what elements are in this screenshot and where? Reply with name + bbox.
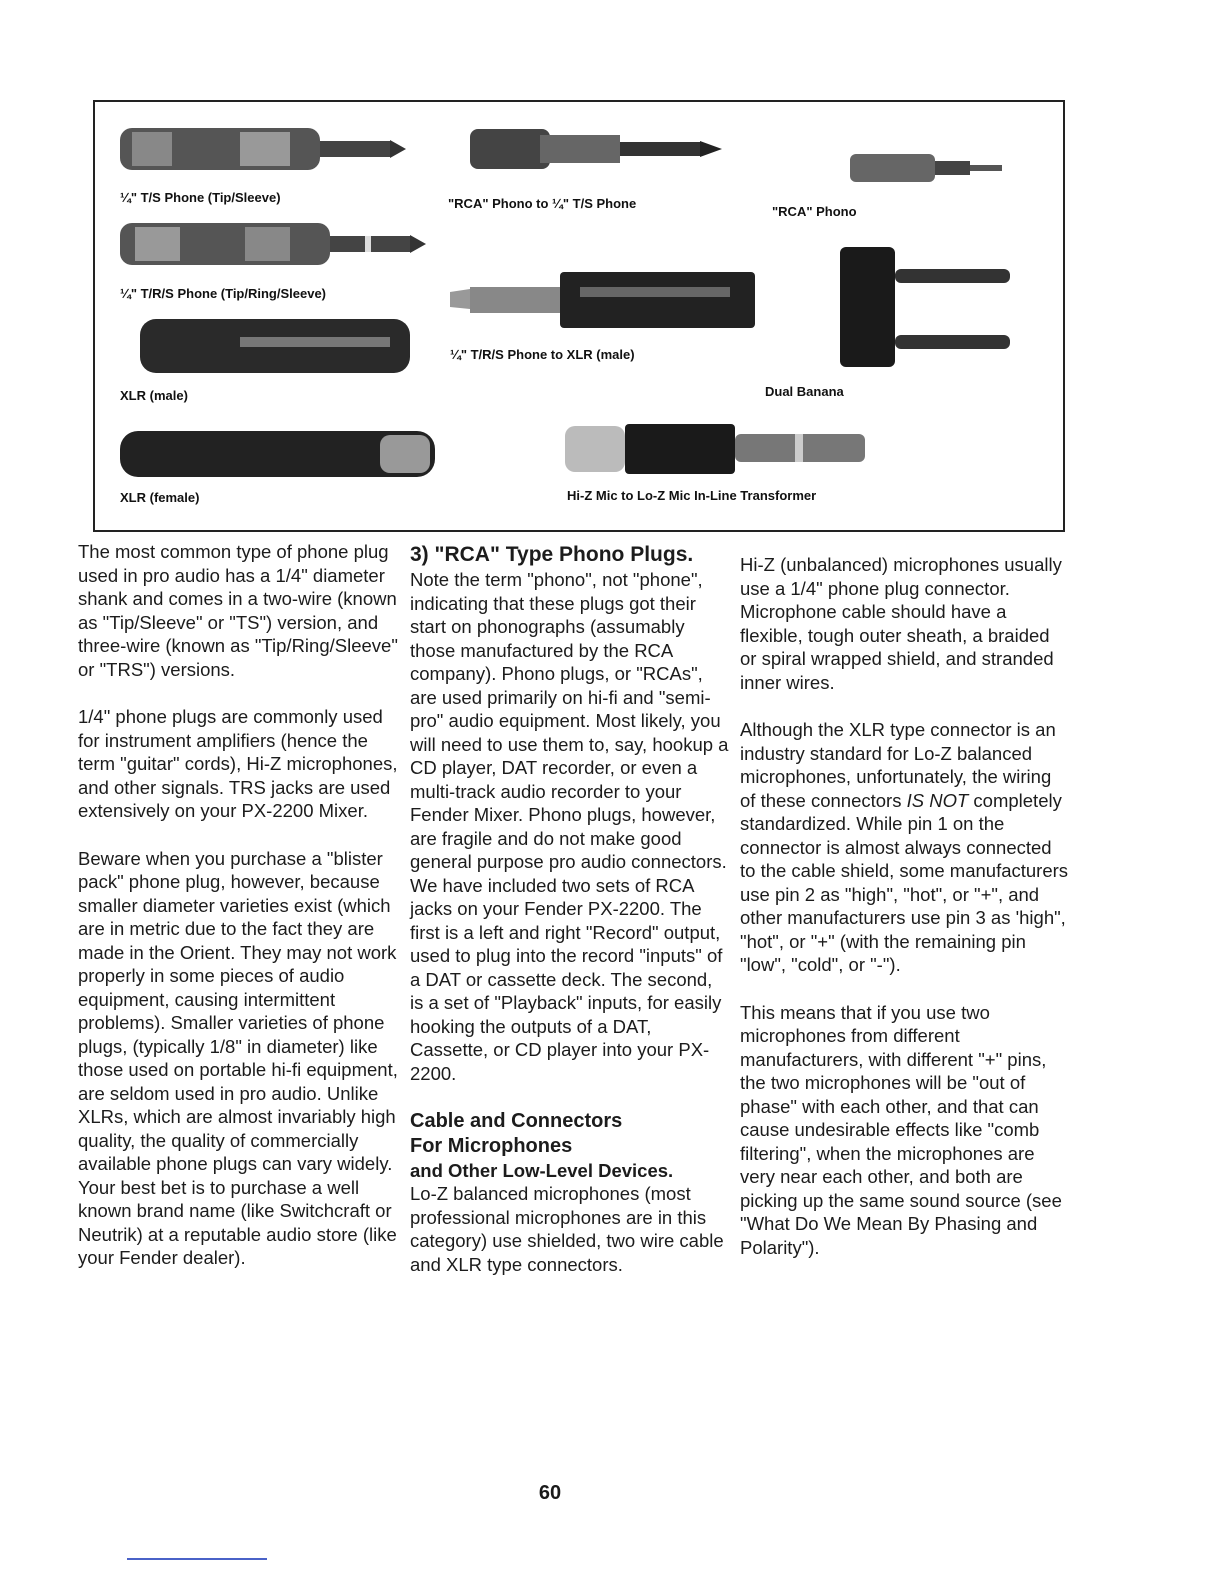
caption-rca-to-ts: "RCA" Phono to ¼" T/S Phone [448, 196, 637, 211]
col3-paragraph-2 [740, 718, 1070, 977]
col1-paragraph-1: The most common type of phone plug used in pro audio has a 1/4" diameter shank and comes in a two-wire (known as "Tip/Sleeve" or "TS") version, and three-wire (known as "Tip/Ring/Sleeve" or "TRS") versions. [78, 541, 398, 680]
dual-banana-plug-image [840, 247, 1020, 372]
column-1 [78, 540, 398, 1294]
col3-paragraph-3: This means that if you use two microphones from different manufacturers, with different "+" pins, the two microphones will be "out of phase" with each other, and that can cause undesirable effects like "comb filtering", when the microphones are very near each other, and both are picking up the same sound source (see "What Do We Mean By Phasing and Polarity"). [740, 1001, 1062, 1258]
col2-paragraph-1: Note the term "phono", not "phone", indicating that these plugs got their start on phonographs (assumably those manufactured by the RCA company). Phono plugs, or "RCAs", are used primarily on hi-fi and "semi-pro" audio equipment. Most likely, you will need to use them to, say, hookup a CD player, DAT recorder, or even a multi-track audio recorder to your Fender Mixer. Phono plugs, however, are fragile and do not make good general purpose pro audio connectors. We have included two sets of RCA jacks on your Fender PX-2200. The first is a left and right "Record" output, used to plug into the record "inputs" of a DAT or cassette deck. The second, is a set of "Playback" inputs, for easily hooking the outputs of a DAT, Cassette, or CD player into your PX-2200. [410, 569, 729, 1084]
col3-paragraph-1: Hi-Z (unbalanced) microphones usually use a 1/4" phone plug connector. Microphone cable should have a flexible, tough outer sheath, a braided or spiral wrapped shield, and stranded inner wires. [740, 554, 1062, 693]
column-3 [740, 553, 1070, 1283]
connector-figure [93, 100, 1065, 532]
col1-paragraph-3: Beware when you purchase a "blister pack" phone plug, however, because smaller diameter varieties exist (which are in metric due to the fact they are made in the Orient. They may not work properly in some pieces of audio equipment, causing intermittent problems). Smaller varieties of phone plugs, (typically 1/8" in diameter) like those used on portable hi-fi equipment, are seldom used in pro audio. Unlike XLRs, which are almost invariably high quality, the quality of commercially available phone plugs can vary widely. Your best bet is to purchase a well known brand name (like Switchcraft or Neutrik) at a reputable audio store (like your Fender dealer). [78, 847, 398, 1268]
column-2 [410, 540, 730, 1300]
page-number: 60 [538, 1482, 562, 1504]
col3-paragraph-2-start: Although the XLR type connector is an industry standard for Lo-Z balanced microphones, unfortunately, the wiring of these connectors [740, 719, 1056, 811]
microphones-subheading: and Other Low-Level Devices. [410, 1160, 674, 1181]
rca-phono-plug-image [850, 150, 1005, 186]
caption-ts-phone: ¼" T/S Phone (Tip/Sleeve) [120, 190, 281, 205]
inline-transformer-image [565, 422, 875, 477]
microphones-heading-line-1: Cable and Connectors [410, 1110, 623, 1132]
xlr-female-connector-image [120, 427, 440, 482]
col2-paragraph-2: Lo-Z balanced microphones (most professional microphones are in this category) use shielded, two wire cable and XLR type connectors. [410, 1183, 724, 1275]
caption-dual-banana: Dual Banana [765, 384, 844, 399]
caption-rca-phono: "RCA" Phono [772, 204, 857, 219]
caption-trs-phone: ¼" T/R/S Phone (Tip/Ring/Sleeve) [120, 286, 327, 301]
caption-xlr-female: XLR (female) [120, 490, 200, 505]
footnote-rule [127, 1558, 267, 1560]
trs-to-xlr-adapter-image [450, 267, 760, 332]
is-not-emphasis: IS NOT [906, 789, 969, 811]
col1-paragraph-2: 1/4" phone plugs are commonly used for instrument amplifiers (hence the term "guitar" cords), Hi-Z microphones, and other signals. TRS jacks are used extensively on your PX-2200 Mixer. [78, 706, 398, 821]
ts-phone-plug-image [120, 122, 410, 177]
col3-paragraph-2-end: completely standardized. While pin 1 on the connector is almost always connected to the cable shield, some manufacturers use pin 2 as "high", "hot", or "+", and other manufacturers use pin 3 as 'high", "hot", or "+" (with the remaining pin "low", "cold", or "-"). [740, 789, 1069, 975]
rca-to-ts-adapter-image [470, 127, 730, 172]
xlr-male-connector-image [140, 315, 420, 377]
caption-xlr-male: XLR (male) [120, 388, 188, 403]
caption-transformer: Hi-Z Mic to Lo-Z Mic In-Line Transformer [567, 488, 817, 503]
caption-trs-to-xlr: ¼" T/R/S Phone to XLR (male) [450, 347, 635, 362]
rca-section-heading: 3) "RCA" Type Phono Plugs. [410, 543, 694, 566]
microphones-heading-line-2: For Microphones [410, 1135, 573, 1157]
trs-phone-plug-image [120, 217, 430, 272]
